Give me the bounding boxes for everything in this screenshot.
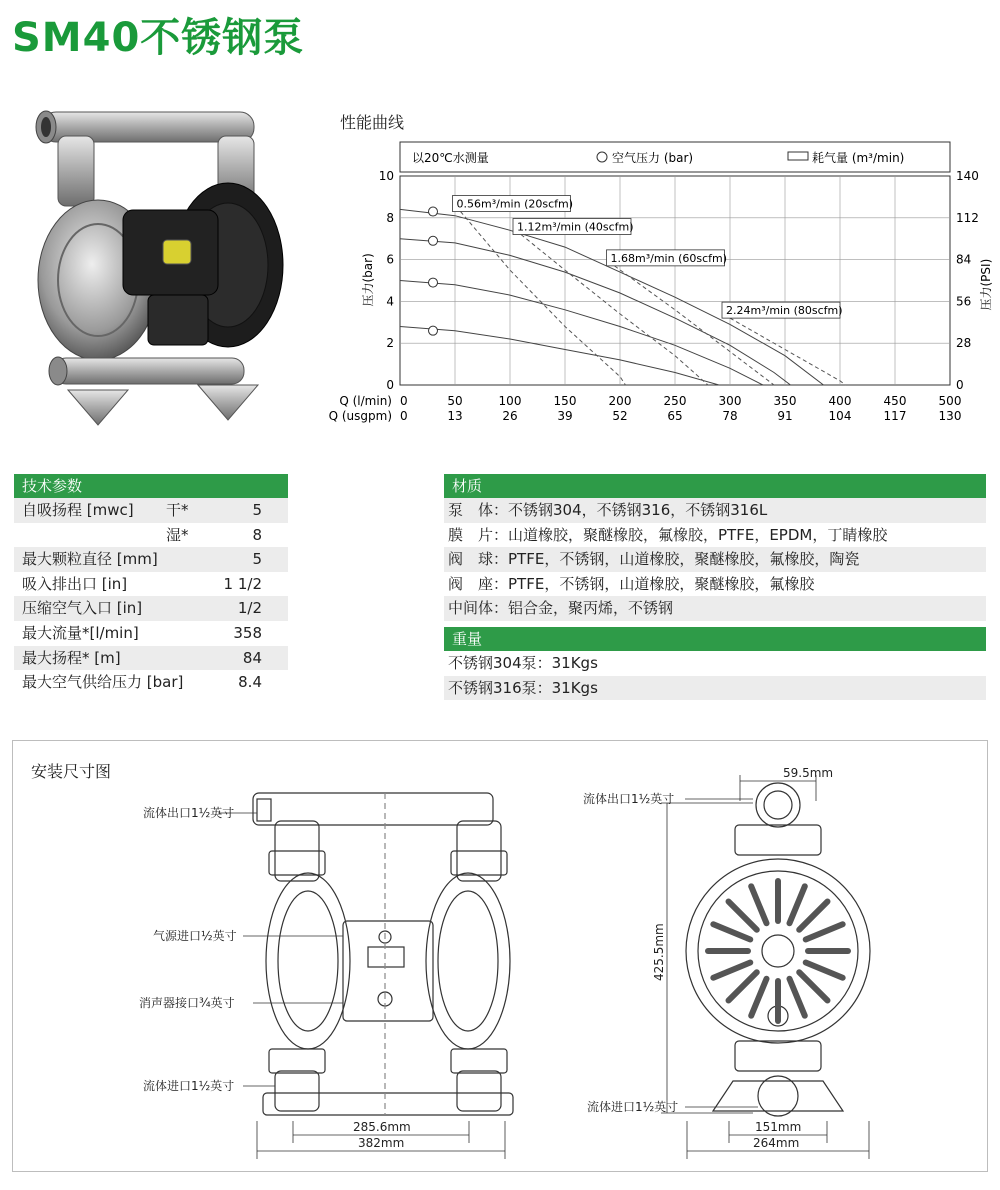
tech-row-value: 8.4: [238, 673, 262, 692]
tech-row: [14, 670, 288, 695]
label-muffler: 消声器接口¾英寸: [139, 996, 235, 1010]
y-tick-right: 84: [956, 252, 972, 267]
y-tick-left: 4: [386, 294, 394, 309]
x-axis-label-row1: Q (l/min): [339, 394, 392, 408]
x-tick-row2: 39: [557, 409, 573, 423]
air-curve-label: 2.24m³/min (80scfm): [726, 304, 843, 318]
tech-row-sub: 湿*: [166, 525, 189, 544]
tech-row-label: 压缩空气入口 [in]: [22, 599, 143, 618]
diaphragm-spoke: [789, 979, 804, 1016]
tech-row: [14, 596, 288, 621]
material-row: 中间体：铝合金，聚丙烯，不锈钢: [444, 596, 986, 621]
y-tick-left: 10: [378, 169, 394, 183]
weight-row: 不锈钢304泵：31Kgs: [448, 653, 598, 672]
page-title: SM40不锈钢泵: [12, 15, 305, 61]
y-tick-left: 0: [386, 378, 394, 392]
x-axis-label-row2: Q (usgpm): [328, 409, 392, 423]
tech-row-value: 5: [252, 550, 262, 569]
material-row: 泵 体：不锈钢304，不锈钢316，不锈钢316L: [444, 498, 986, 523]
tech-row-label: 最大扬程* [m]: [22, 648, 121, 667]
tech-row-label: 吸入排出口 [in]: [22, 574, 128, 593]
x-tick-row1: 250: [663, 394, 687, 408]
diaphragm-spoke: [806, 962, 843, 977]
x-tick-row2: 78: [722, 409, 738, 423]
x-tick-row2: 65: [667, 409, 683, 423]
install-drawing: [13, 741, 989, 1173]
air-consumption-box-icon: [788, 152, 808, 160]
y-tick-right: 56: [956, 294, 972, 309]
tech-row: [14, 547, 288, 572]
dim-425: 425.5mm: [652, 923, 666, 981]
tech-row-sub: 干*: [166, 501, 189, 519]
air-curve-label: 1.12m³/min (40scfm): [517, 220, 634, 234]
y-axis-label-right: 压力(PSI): [979, 258, 993, 311]
material-row: 阀 座：PTFE，不锈钢，山道橡胶，聚醚橡胶，氟橡胶: [448, 574, 815, 593]
performance-chart: [320, 130, 1000, 430]
label-inlet-right: 流体进口1½英寸: [587, 1100, 679, 1114]
chart-title: 性能曲线: [340, 113, 405, 132]
diaphragm-spoke: [751, 979, 766, 1016]
flow-curve-line: [400, 327, 719, 386]
tech-row-label: 自吸扬程 [mwc]: [22, 501, 134, 519]
tech-row: [14, 523, 288, 548]
tech-row: [14, 621, 288, 646]
tech-row-label: 最大流量*[l/min]: [22, 623, 139, 642]
y-tick-right: 28: [956, 336, 972, 351]
x-tick-row1: 150: [553, 394, 577, 408]
tech-row-label: 最大颗粒直径 [mm]: [22, 550, 158, 569]
install-title: 安装尺寸图: [31, 762, 112, 781]
x-tick-row2: 13: [447, 409, 463, 423]
materials-table: [444, 474, 986, 700]
x-tick-row2: 0: [400, 409, 408, 423]
x-tick-row1: 400: [828, 394, 852, 408]
dim-382: 382mm: [358, 1136, 405, 1150]
diaphragm-spoke: [713, 924, 750, 939]
air-pressure-point: [429, 236, 438, 245]
label-outlet-right: 流体出口1½英寸: [583, 792, 675, 806]
y-tick-left: 2: [386, 336, 394, 351]
air-curve-label: 0.56m³/min (20scfm): [456, 197, 574, 211]
tech-row-value: 8: [252, 525, 262, 544]
x-tick-row2: 117: [883, 409, 907, 423]
x-tick-row1: 300: [718, 394, 742, 408]
chart-header-mid: 空气压力 (bar): [612, 151, 694, 165]
tech-row-value: 358: [233, 623, 262, 642]
diaphragm-spoke: [799, 972, 827, 1000]
diaphragm-spoke: [806, 924, 843, 939]
weight-row: 不锈钢316泵：31Kgs: [444, 676, 986, 701]
x-tick-row1: 350: [773, 394, 797, 408]
diaphragm-spoke: [751, 886, 766, 923]
tech-row-value: 1/2: [237, 599, 262, 618]
y-tick-right: 140: [956, 169, 979, 183]
diaphragm-spoke: [799, 902, 827, 930]
air-pressure-marker-icon: [597, 152, 607, 162]
x-tick-row1: 100: [498, 394, 522, 408]
x-tick-row1: 450: [883, 394, 907, 408]
dim-285: 285.6mm: [353, 1120, 411, 1134]
tech-row: [14, 646, 288, 671]
diaphragm-spoke: [729, 972, 757, 1000]
diaphragm-spoke: [713, 962, 750, 977]
y-axis-label-left: 压力(bar): [361, 253, 375, 307]
flow-curve-line: [400, 281, 763, 386]
pump-photo: [28, 90, 298, 440]
tech-row-value: 5: [252, 501, 262, 519]
x-tick-row2: 26: [502, 409, 518, 423]
tech-row: [14, 498, 288, 523]
x-tick-row2: 130: [938, 409, 962, 423]
x-tick-row1: 50: [447, 394, 463, 408]
air-curve-line: [615, 266, 775, 385]
x-tick-row1: 500: [938, 394, 962, 408]
y-tick-left: 6: [386, 252, 394, 267]
tech-row-value: 84: [242, 648, 262, 667]
weight-header: 重量: [444, 627, 986, 651]
dim-151: 151mm: [755, 1120, 802, 1134]
chart-header-left: 以20℃水测量: [412, 151, 489, 165]
label-air-inlet: 气源进口½英寸: [153, 929, 237, 943]
material-row: 阀 球：PTFE，不锈钢，山道橡胶，聚醚橡胶，氟橡胶，陶瓷: [444, 547, 986, 572]
y-tick-left: 8: [386, 210, 394, 225]
x-tick-row2: 52: [612, 409, 628, 423]
dim-264: 264mm: [753, 1136, 800, 1150]
air-curve-label: 1.68m³/min (60scfm): [610, 251, 728, 265]
material-row: 膜 片：山道橡胶，聚醚橡胶，氟橡胶，PTFE，EPDM，丁睛橡胶: [448, 525, 888, 544]
label-outlet-left: 流体出口1½英寸: [143, 806, 235, 820]
tech-row-label: 最大空气供给压力 [bar]: [22, 673, 184, 692]
dim-59: 59.5mm: [783, 766, 834, 780]
y-tick-right: 0: [956, 378, 964, 392]
x-tick-row2: 91: [777, 409, 793, 423]
x-tick-row1: 200: [608, 394, 632, 408]
air-pressure-point: [429, 326, 438, 335]
air-pressure-point: [429, 207, 438, 216]
label-inlet-left: 流体进口1½英寸: [143, 1079, 235, 1093]
diaphragm-spoke: [729, 902, 757, 930]
install-dimensions-panel: [12, 740, 988, 1172]
tech-params-table: [14, 474, 288, 695]
air-pressure-point: [429, 278, 438, 287]
materials-header: 材质: [444, 474, 986, 498]
tech-row-value: 1 1/2: [223, 574, 262, 593]
tech-row: [14, 572, 288, 597]
air-curve-line: [461, 212, 626, 386]
air-curve-line: [730, 318, 846, 385]
tech-params-header: 技术参数: [14, 474, 288, 498]
x-tick-row1: 0: [400, 394, 408, 408]
x-tick-row2: 104: [828, 409, 852, 423]
y-tick-right: 112: [956, 210, 979, 225]
diaphragm-spoke: [789, 886, 804, 923]
chart-header-right: 耗气量 (m³/min): [812, 151, 905, 165]
